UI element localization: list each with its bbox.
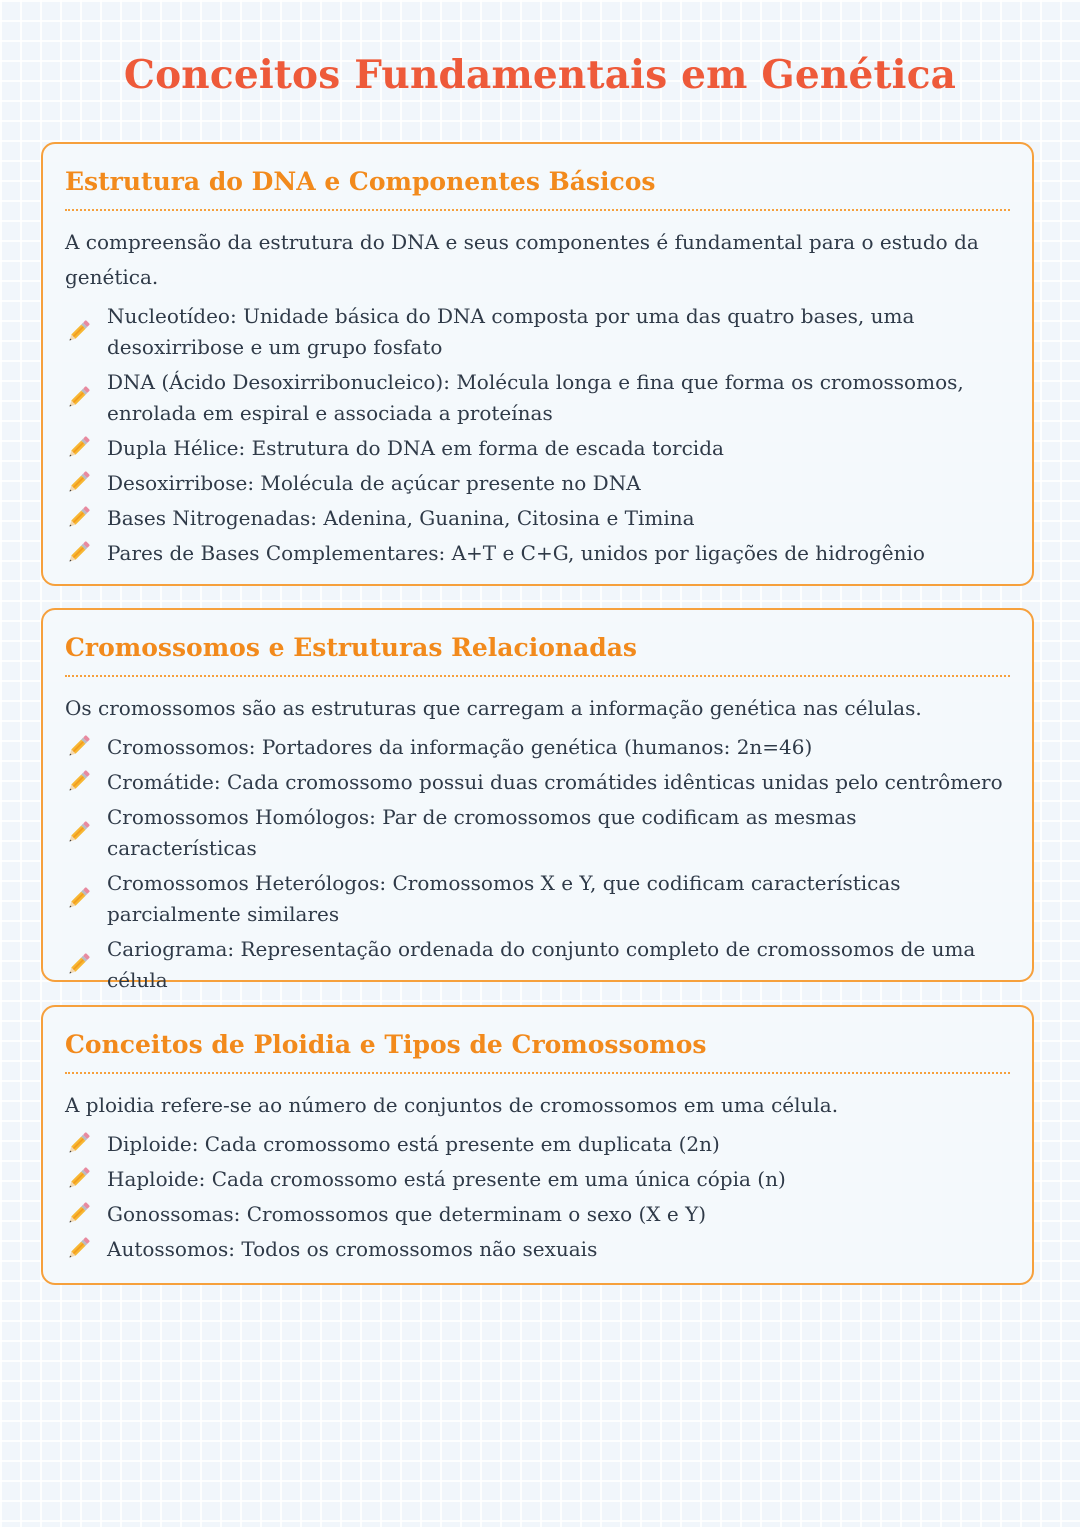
list-item-text: Dupla Hélice: Estrutura do DNA em forma de escada torcida xyxy=(107,435,724,460)
list-item-text: Cromossomos Heterólogos: Cromossomos X e Y, que codificam características parcialmente similares xyxy=(107,870,901,926)
list-item xyxy=(65,538,1010,569)
pencil-icon xyxy=(65,540,107,566)
list-item-text: Diploide: Cada cromossomo está presente em duplicata (2n) xyxy=(107,1131,720,1156)
list-item xyxy=(65,1199,1010,1230)
section-intro: A ploidia refere-se ao número de conjuntos de cromossomos em uma célula. xyxy=(65,1092,839,1117)
list-item-text: Desoxirribose: Molécula de açúcar presente no DNA xyxy=(107,470,641,495)
section-card-dna-structure xyxy=(41,142,1034,586)
section-card-ploidy xyxy=(41,1005,1034,1285)
list-item-text: Pares de Bases Complementares: A+T e C+G, unidos por ligações de hidrogênio xyxy=(107,540,925,565)
list-item-text: Bases Nitrogenadas: Adenina, Guanina, Citosina e Timina xyxy=(107,505,695,530)
pencil-icon xyxy=(65,1131,107,1157)
list-item-text: Cariograma: Representação ordenada do conjunto completo de cromossomos de uma célula xyxy=(107,936,976,992)
section-intro: A compreensão da estrutura do DNA e seus componentes é fundamental para o estudo da genética. xyxy=(65,229,979,289)
pencil-icon xyxy=(65,1201,107,1227)
pencil-icon xyxy=(65,769,107,795)
list-item-text: Cromossomos: Portadores da informação genética (humanos: 2n=46) xyxy=(107,734,813,759)
list-item-text: Gonossomas: Cromossomos que determinam o sexo (X e Y) xyxy=(107,1201,707,1226)
section-heading: Estrutura do DNA e Componentes Básicos xyxy=(65,166,1010,211)
pencil-icon xyxy=(65,1166,107,1192)
list-item xyxy=(65,1234,1010,1265)
pencil-icon xyxy=(65,734,107,760)
list-item-text: DNA (Ácido Desoxirribonucleico): Molécula longa e fina que forma os cromossomos, enrolada em espiral e associada a proteínas xyxy=(107,369,964,425)
section-intro: Os cromossomos são as estruturas que carregam a informação genética nas células. xyxy=(65,695,922,720)
pencil-icon xyxy=(65,1236,107,1262)
list-item xyxy=(65,301,1010,363)
list-item-text: Haploide: Cada cromossomo está presente em uma única cópia (n) xyxy=(107,1166,786,1191)
list-item xyxy=(65,802,1010,864)
pencil-icon xyxy=(65,385,107,411)
list-item-text: Cromátide: Cada cromossomo possui duas cromátides idênticas unidas pelo centrômero xyxy=(107,769,1003,794)
pencil-icon xyxy=(65,505,107,531)
bullet-list xyxy=(65,1129,1010,1265)
section-heading: Cromossomos e Estruturas Relacionadas xyxy=(65,632,1010,677)
list-item xyxy=(65,1164,1010,1195)
list-item xyxy=(65,468,1010,499)
section-heading: Conceitos de Ploidia e Tipos de Cromossomos xyxy=(65,1029,1010,1074)
bullet-list xyxy=(65,301,1010,569)
pencil-icon xyxy=(65,952,107,978)
pencil-icon xyxy=(65,470,107,496)
pencil-icon xyxy=(65,319,107,345)
list-item xyxy=(65,934,1010,996)
section-card-chromosomes xyxy=(41,608,1034,992)
pencil-icon xyxy=(65,435,107,461)
list-item xyxy=(65,367,1010,429)
list-item xyxy=(65,503,1010,534)
pencil-icon xyxy=(65,886,107,912)
list-item-text: Nucleotídeo: Unidade básica do DNA composta por uma das quatro bases, uma desoxirribose e um grupo fosfato xyxy=(107,303,915,359)
list-item-text: Autossomos: Todos os cromossomos não sexuais xyxy=(107,1236,598,1261)
bullet-list xyxy=(65,732,1010,996)
pencil-icon xyxy=(65,820,107,846)
list-item xyxy=(65,868,1010,930)
list-item xyxy=(65,433,1010,464)
list-item xyxy=(65,732,1010,763)
page-title: Conceitos Fundamentais em Genética xyxy=(123,52,957,98)
list-item xyxy=(65,767,1010,798)
list-item xyxy=(65,1129,1010,1160)
list-item-text: Cromossomos Homólogos: Par de cromossomos que codificam as mesmas características xyxy=(107,804,857,860)
